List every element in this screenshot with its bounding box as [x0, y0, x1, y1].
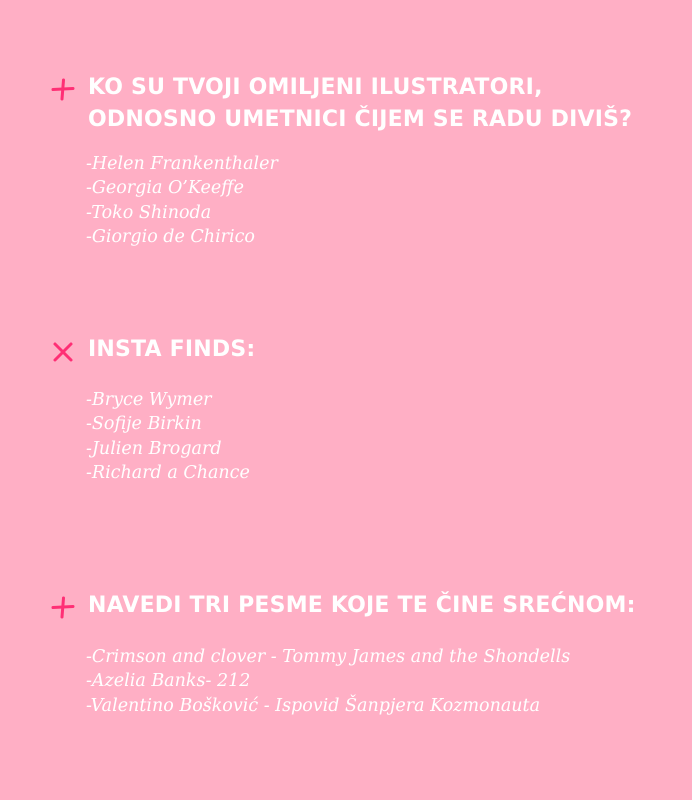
list-item: -Julien Brogard [86, 438, 222, 459]
list-item: -Georgia O’Keeffe [86, 178, 244, 199]
list-item: -Crimson and clover - Tommy James and the Shondells [86, 647, 571, 667]
list-item: -Valentino Bošković - Ispovid Šanpjera Kozmonauta [86, 695, 541, 716]
heading-line: ODNOSNO UMETNICI ČIJEM SE RADU DIVIŠ? [88, 107, 633, 132]
list-item: -Azelia Banks- 212 [86, 671, 251, 692]
cross-icon [50, 339, 76, 365]
answer-list [86, 152, 278, 250]
plus-icon [50, 76, 76, 102]
list-item: -Bryce Wymer [86, 390, 212, 410]
plus-icon [50, 594, 76, 620]
list-item: -Helen Frankenthaler [86, 154, 278, 174]
section-heading [88, 72, 632, 136]
heading-line: INSTA FINDS: [88, 337, 256, 362]
answer-list [86, 388, 250, 486]
heading-line: NAVEDI TRI PESME KOJE TE ČINE SREĆNOM: [88, 593, 636, 618]
list-item: -Sofije Birkin [86, 414, 202, 435]
section-heading [88, 334, 255, 366]
heading-line: KO SU TVOJI OMILJENI ILUSTRATORI, [88, 75, 543, 100]
list-item: -Toko Shinoda [86, 202, 212, 223]
list-item: -Giorgio de Chirico [86, 227, 255, 248]
section-heading [88, 590, 636, 622]
list-item: -Richard a Chance [86, 463, 250, 484]
answer-list [86, 645, 570, 718]
